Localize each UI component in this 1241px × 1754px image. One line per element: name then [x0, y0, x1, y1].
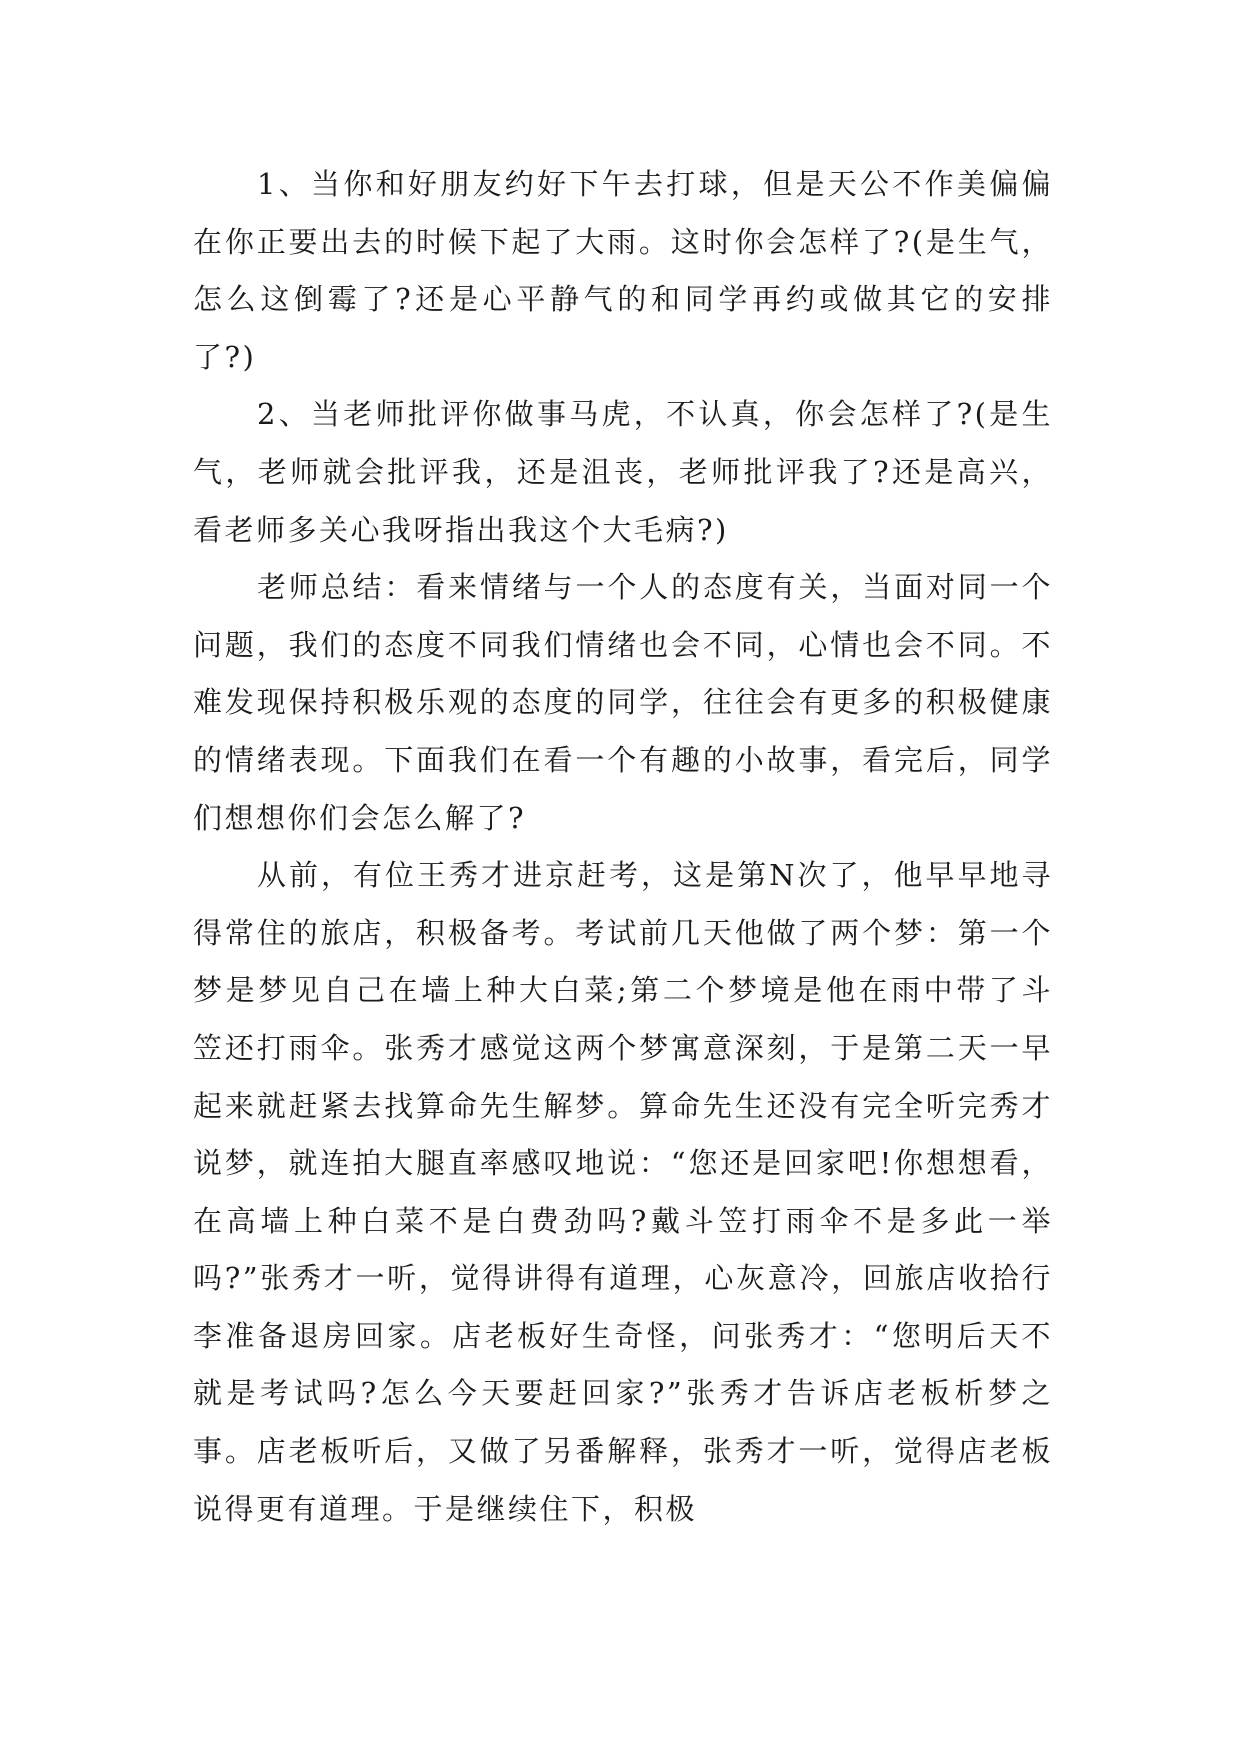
paragraph-teacher-summary: 老师总结：看来情绪与一个人的态度有关，当面对同一个问题，我们的态度不同我们情绪也会不同，心情也会不同。不难发现保持积极乐观的态度的同学，往往会有更多的积极健康的情绪表现。下面我们在看一个有趣的小故事，看完后，同学们想想你们会怎么解了? — [193, 570, 1053, 835]
paragraph-question-1: 1、当你和好朋友约好下午去打球，但是天公不作美偏偏在你正要出去的时候下起了大雨。这时你会怎样了?(是生气，怎么这倒霉了?还是心平静气的和同学再约或做其它的安排了?) — [193, 167, 1053, 374]
paragraph-question-2: 2、当老师批评你做事马虎，不认真，你会怎样了?(是生气，老师就会批评我，还是沮丧，老师批评我了?还是高兴，看老师多关心我呀指出我这个大毛病?) — [193, 397, 1053, 547]
document-body — [193, 156, 1053, 1538]
paragraph-story: 从前，有位王秀才进京赶考，这是第N次了，他早早地寻得常住的旅店，积极备考。考试前几天他做了两个梦：第一个梦是梦见自己在墙上种大白菜;第二个梦境是他在雨中带了斗笠还打雨伞。张秀才感觉这两个梦寓意深刻，于是第二天一早起来就赶紧去找算命先生解梦。算命先生还没有完全听完秀才说梦，就连拍大腿直率感叹地说：“您还是回家吧!你想想看，在高墙上种白菜不是白费劲吗?戴斗笠打雨伞不是多此一举吗?”张秀才一听，觉得讲得有道理，心灰意冷，回旅店收拾行李准备退房回家。店老板好生奇怪，问张秀才：“您明后天不就是考试吗?怎么今天要赶回家?”张秀才告诉店老板析梦之事。店老板听后，又做了另番解释，张秀才一听，觉得店老板说得更有道理。于是继续住下，积极 — [193, 858, 1053, 1526]
